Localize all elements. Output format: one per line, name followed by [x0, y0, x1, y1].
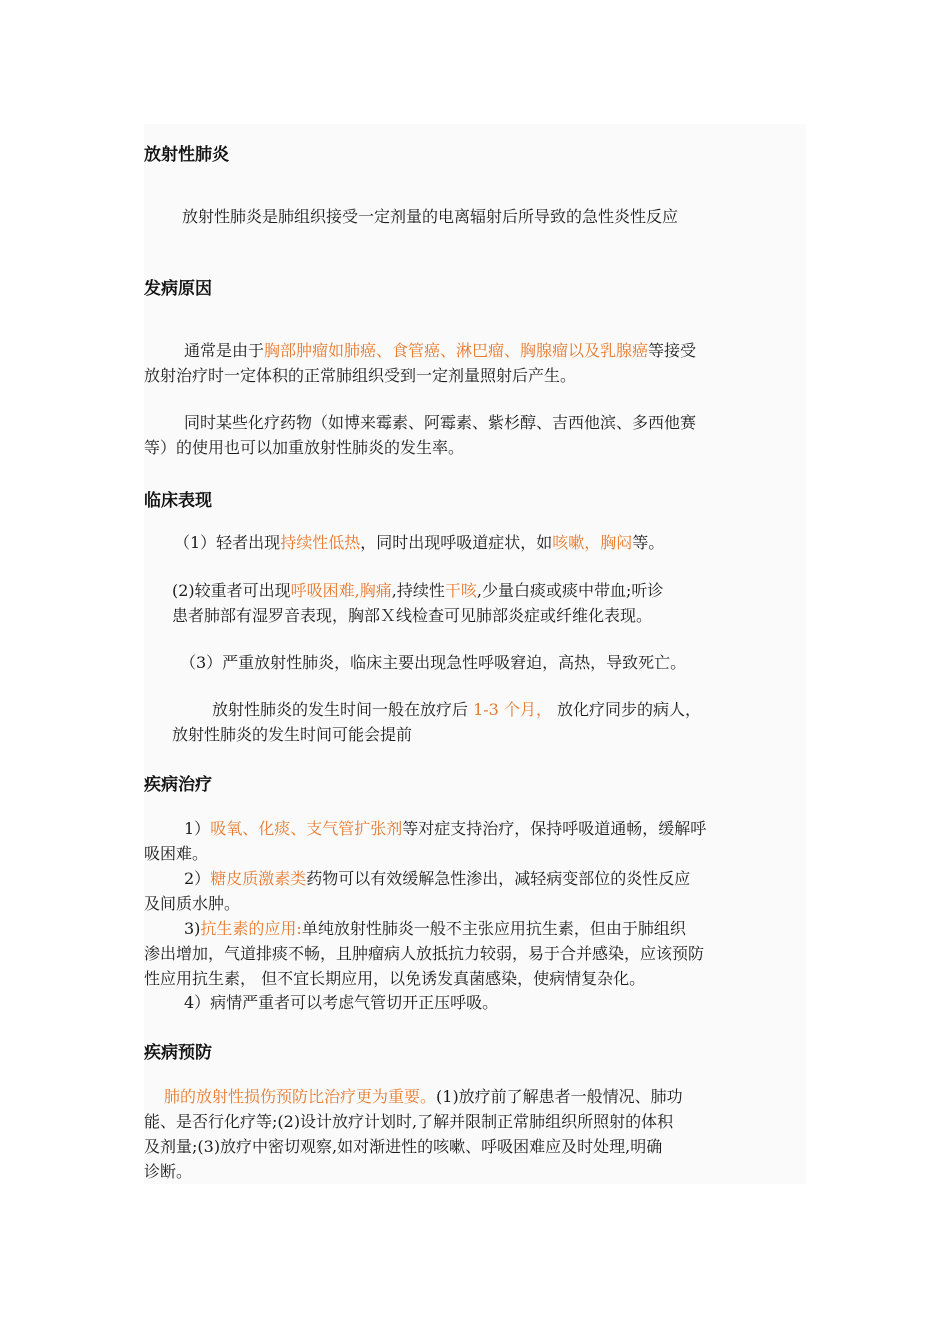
clinical-item-2: (2)较重者可出现呼吸困难,胸痛,持续性干咳,少量白痰或痰中带血;听诊 患者肺部有湿罗音表现，胸部Ｘ线检查可见肺部炎症或纤维化表现。	[172, 581, 664, 625]
heading-prevention: 疾病预防	[144, 1043, 212, 1063]
prevention-paragraph: 肺的放射性损伤预防比治疗更为重要。(1)放疗前了解患者一般情况、肺功 能、是否行化疗等;(2)设计放疗计划时,了解并限制正常肺组织所照射的体积 及剂量;(3)放疗中密切观察,如对渐进性的咳嗽、呼吸困难应及时处理,明确 诊断。	[144, 1087, 683, 1181]
treatment-item-2: 2）糖皮质激素类药物可以有效缓解急性渗出，减轻病变部位的炎性反应 及间质水肿。	[144, 869, 691, 913]
heading-radiation-pneumonitis: 放射性肺炎	[144, 145, 229, 165]
heading-treatment: 疾病治疗	[144, 775, 212, 795]
definition-paragraph: 放射性肺炎是肺组织接受一定剂量的电离辐射后所导致的急性炎性反应	[182, 207, 679, 226]
clinical-item-3: （3）严重放射性肺炎，临床主要出现急性呼吸窘迫，高热，导致死亡。	[180, 653, 687, 672]
treatment-item-4: 4）病情严重者可以考虑气管切开正压呼吸。	[184, 993, 499, 1012]
heading-causes: 发病原因	[144, 279, 212, 299]
clinical-onset-paragraph: 放射性肺炎的发生时间一般在放疗后 1-3 个月， 放化疗同步的病人， 放射性肺炎的发生时间可能会提前	[172, 700, 702, 744]
highlight-tumor-types: 胸部肿瘤如肺癌、食管癌、淋巴瘤、胸腺瘤以及乳腺癌	[264, 341, 649, 360]
clinical-item-1: （1）轻者出现持续性低热，同时出现呼吸道症状，如咳嗽，胸闷等。	[174, 533, 665, 552]
causes-paragraph-2: 同时某些化疗药物（如博来霉素、阿霉素、紫杉醇、吉西他滨、多西他赛 等）的使用也可以加重放射性肺炎的发生率。	[144, 413, 697, 457]
heading-clinical: 临床表现	[144, 491, 212, 511]
treatment-item-1: 1）吸氧、化痰、支气管扩张剂等对症支持治疗，保持呼吸道通畅，缓解呼 吸困难。	[144, 819, 707, 863]
treatment-item-3: 3)抗生素的应用:单纯放射性肺炎一般不主张应用抗生素，但由于肺组织 渗出增加，气道排痰不畅，且肿瘤病人放抵抗力较弱，易于合并感染，应该预防 性应用抗生素， 但不宜长期应用，以免诱发真菌感染，使病情复杂化。	[144, 919, 705, 988]
causes-paragraph-1: 通常是由于胸部肿瘤如肺癌、食管癌、淋巴瘤、胸腺瘤以及乳腺癌等接受 放射治疗时一定体积的正常肺组织受到一定剂量照射后产生。	[144, 341, 697, 385]
document-body	[144, 124, 806, 1184]
